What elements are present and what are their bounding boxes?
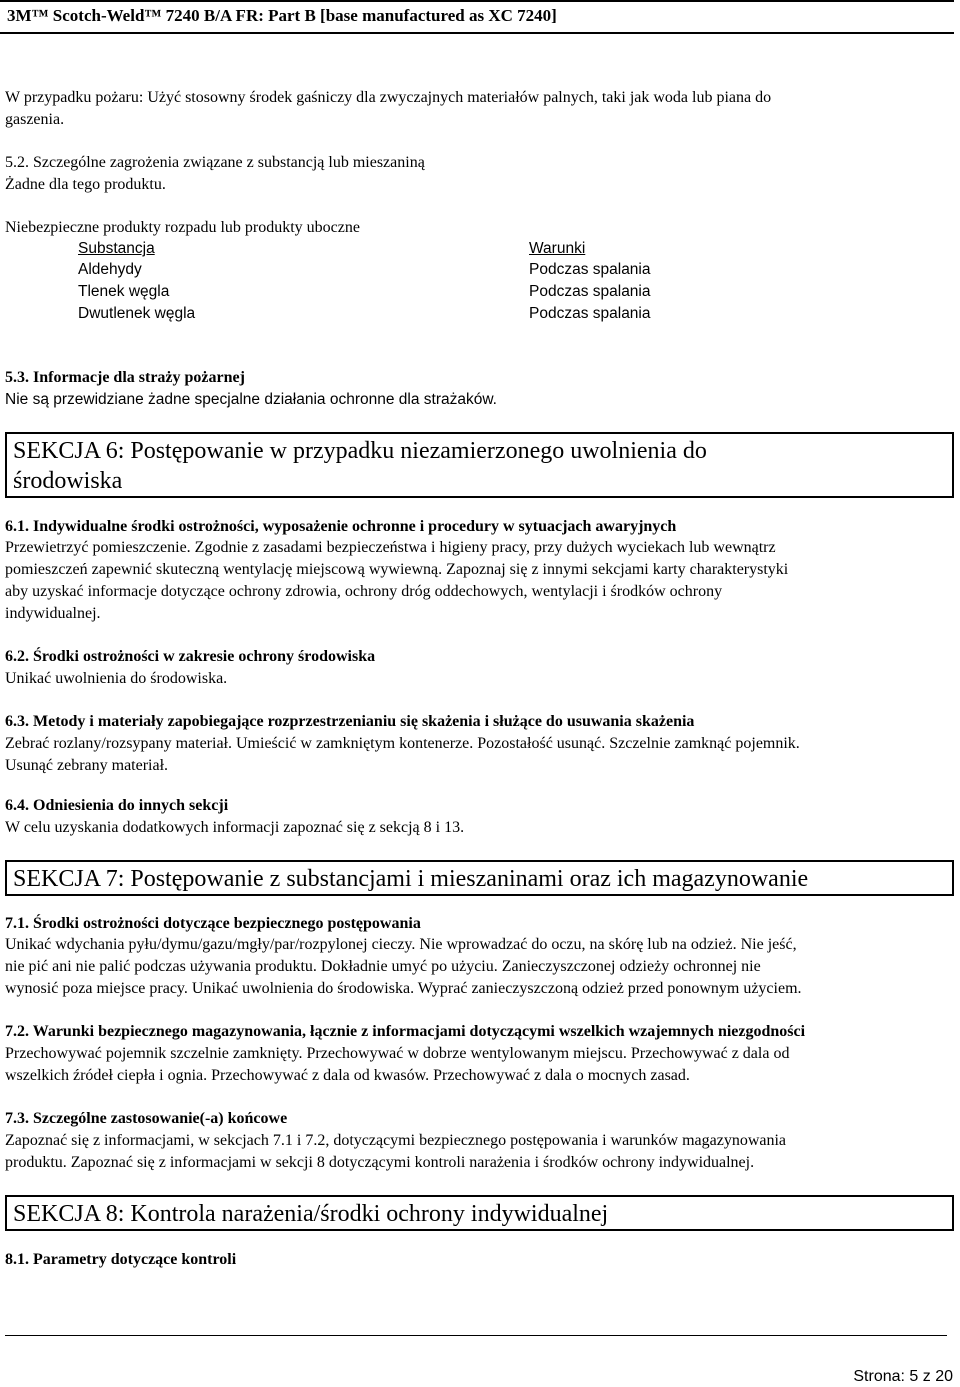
table-cell-substance: Tlenek węgla [78,283,170,300]
subsection-7-1-text-line: nie pić ani nie palić podczas używania produktu. Dokładnie umyć po użyciu. Zanieczyszczonej odzieży ochronnej nie [5,958,761,975]
table-cell-condition: Podczas spalania [529,261,651,278]
section-8-title-box [5,1195,954,1231]
decomposition-products-title: Niebezpieczne produkty rozpadu lub produkty uboczne [5,219,360,236]
table-cell-substance: Dwutlenek węgla [78,305,196,322]
subsection-5-2-heading: 5.2. Szczególne zagrożenia związane z substancją lub mieszaniną [5,154,425,171]
subsection-7-3-text-line: Zapoznać się z informacjami, w sekcjach 7.1 i 7.2, dotyczącymi bezpiecznego postępowania i warunków magazynowania [5,1132,787,1149]
subsection-6-2-heading: 6.2. Środki ostrożności w zakresie ochrony środowiska [5,648,376,665]
section-6-title-box [5,432,954,498]
table-cell-condition: Podczas spalania [529,305,651,322]
subsection-6-3-heading: 6.3. Metody i materiały zapobiegające rozprzestrzenianiu się skażenia i służące do usuwania skażenia [5,713,695,730]
extinguishing-text-line: gaszenia. [5,111,65,128]
subsection-7-1-heading: 7.1. Środki ostrożności dotyczące bezpiecznego postępowania [5,915,421,932]
section-8-title: SEKCJA 8: Kontrola narażenia/środki ochrony indywidualnej [13,1201,609,1227]
subsection-7-2-text-line: wszelkich źródeł ciepła i ognia. Przechowywać z dala od kwasów. Przechowywać z dala o mocnych zasad. [5,1067,690,1084]
subsection-5-2-text: Żadne dla tego produktu. [5,176,166,193]
subsection-7-2-text-line: Przechowywać pojemnik szczelnie zamknięty. Przechowywać w dobrze wentylowanym miejscu. Przechowywać z dala od [5,1045,790,1062]
subsection-7-3-heading: 7.3. Szczególne zastosowanie(-a) końcowe [5,1110,288,1127]
document-title: 3M™ Scotch-Weld™ 7240 B/A FR: Part B [base manufactured as XC 7240] [7,6,557,25]
table-cell-substance: Aldehydy [78,261,142,278]
section-7-title-box [5,860,954,896]
subsection-5-3-text: Nie są przewidziane żadne specjalne działania ochronne dla strażaków. [5,391,497,408]
subsection-6-4-heading: 6.4. Odniesienia do innych sekcji [5,797,229,814]
subsection-7-1-text-line: wynosić poza miejsce pracy. Unikać uwolnienia do środowiska. Wyprać zanieczyszczoną odzież przed ponownym użyciem. [5,980,802,997]
subsection-6-2-text: Unikać uwolnienia do środowiska. [5,670,228,687]
subsection-6-3-text-line: Usunąć zebrany materiał. [5,757,169,774]
table-cell-condition: Podczas spalania [529,283,651,300]
section-7-title: SEKCJA 7: Postępowanie z substancjami i mieszaninami oraz ich magazynowanie [13,866,809,892]
table-header-conditions: Warunki [529,240,586,257]
subsection-7-3-text-line: produktu. Zapoznać się z informacjami w sekcji 8 dotyczącymi kontroli narażenia i środków ochrony indywidualnej. [5,1154,755,1171]
subsection-7-1-text-line: Unikać wdychania pyłu/dymu/gazu/mgły/par/rozpylonej cieczy. Nie wprowadzać do oczu, na skórę lub na odzież. Nie jeść, [5,936,797,953]
subsection-7-2-heading: 7.2. Warunki bezpiecznego magazynowania, łącznie z informacjami dotyczącymi wszelkich wzajemnych niezgodności [5,1023,806,1040]
subsection-6-4-text: W celu uzyskania dodatkowych informacji zapoznać się z sekcją 8 i 13. [5,819,465,836]
table-header-substance: Substancja [78,240,155,257]
subsection-6-1-text-line: Przewietrzyć pomieszczenie. Zgodnie z zasadami bezpieczeństwa i higieny pracy, przy dużych wyciekach lub wewnątrz [5,539,776,556]
subsection-6-1-heading: 6.1. Indywidualne środki ostrożności, wyposażenie ochronne i procedury w sytuacjach awaryjnych [5,518,677,535]
section-6-title: SEKCJA 6: Postępowanie w przypadku niezamierzonego uwolnienia do [13,438,707,464]
subsection-6-1-text-line: indywidualnej. [5,605,101,622]
subsection-8-1-heading: 8.1. Parametry dotyczące kontroli [5,1251,237,1268]
extinguishing-text-line: W przypadku pożaru: Użyć stosowny środek gaśniczy dla zwyczajnych materiałów palnych, taki jak woda lub piana do [5,89,772,106]
subsection-5-3-heading: 5.3. Informacje dla straży pożarnej [5,369,245,386]
document-header [0,0,954,34]
section-6-title-continued: środowiska [13,468,123,494]
footer-divider [5,1335,947,1336]
subsection-6-3-text-line: Zebrać rozlany/rozsypany materiał. Umieścić w zamkniętym kontenerze. Pozostałość usunąć. Szczelnie zamknąć pojemnik. [5,735,800,752]
subsection-6-1-text-line: pomieszczeń zapewnić skuteczną wentylację miejscową wywiewną. Zapoznaj się z innymi sekcjami karty charakterystyki [5,561,789,578]
page-number: Strona: 5 z 20 [853,1368,953,1385]
subsection-6-1-text-line: aby uzyskać informacje dotyczące ochrony zdrowia, ochrony dróg oddechowych, wentylacji i środków ochrony [5,583,723,600]
